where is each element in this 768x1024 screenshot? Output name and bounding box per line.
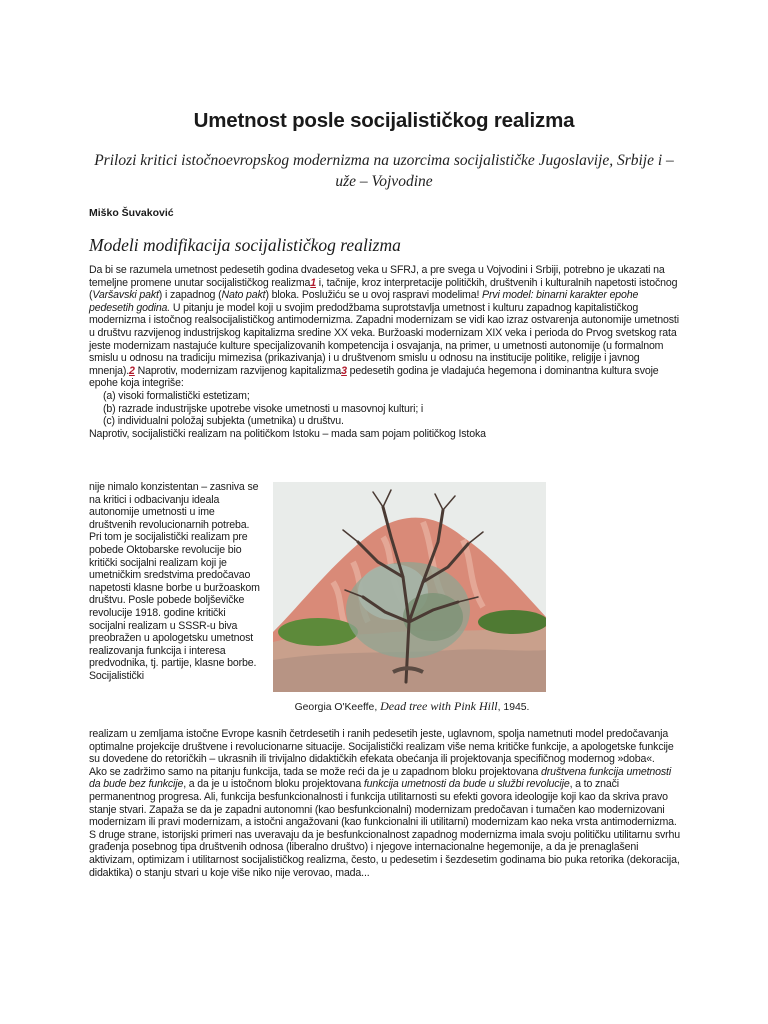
text-run: pedesetih godina je vladajuća hegemona i dominantna kultura svoje epohe koja integriše:	[89, 364, 659, 390]
painting-figure	[273, 482, 546, 692]
italic-run: Varšavski pakt	[92, 289, 159, 302]
paragraph-intro	[89, 264, 682, 390]
section-heading: Modeli modifikacija socijalističkog realizma	[89, 235, 401, 255]
caption-year: , 1945.	[497, 702, 530, 713]
footnote-link-1[interactable]: 1	[310, 276, 317, 289]
text-run: , a to znači permanentnog progresa. Ali, funkcija besfunkcionalnosti i funkcija utilitarnosti su efekti govora ideologije koji kao da skriva pravo stanje stvari. Zapaža se da je zapadni autonomni (kao besfunkcionalni) modernizam predočavan i tumačen kao modernizovani modernizam ili pravi modernizam, a istočni angažovani (kao funkcionalni ili utilitarni) modernizam kao neka vrsta antimodernizma. S druge strane, istorijski primeri nas uveravaju da je besfunkcionalnost zapadnog modernizma imala svoju političku utilitarnu svrhu građenja posebnog tipa društvenih odnosa (liberalno društvo) i njegove internacionalne hegemonije, a da je prenaglašeni aktivizam, optimizam i utilitarnost socijalističkog realizma, često, u pedesetim i šezdesetim godinama bio puka retorika (dekoracija, didaktika) o stanju stvari u koje više niko nije verovao, mada...	[89, 778, 680, 879]
intro-block	[89, 264, 682, 440]
italic-run: društvena funkcija umetnosti da bude bez funkcije	[89, 765, 672, 791]
paragraph-line: Naprotiv, socijalistički realizam na političkom Istoku – mada sam pojam političkog Istoka	[89, 427, 486, 440]
integration-list	[89, 390, 682, 428]
list-item: (b) razrade industrijske upotrebe visoke umetnosti u masovnoj kulturi; i	[103, 402, 424, 415]
paragraph-functions	[89, 766, 682, 879]
caption-artist: Georgia O'Keeffe,	[294, 702, 381, 713]
text-run: ) i zapadnog (	[158, 289, 222, 302]
text-run: Ako se zadržimo samo na pitanju funkcija, tada se može reći da je u zapadnom bloku projektovana	[89, 765, 541, 778]
footnote-link-3[interactable]: 3	[341, 364, 347, 377]
list-item: (a) visoki formalistički estetizam;	[103, 389, 250, 402]
painting-image	[273, 482, 546, 692]
text-run: Da bi se razumela umetnost pedesetih godina dvadesetog veka u SFRJ, a pre svega u Vojvodini i Srbiji, potrebno je ukazati na temeljne promene unutar socijalističkog realizma	[89, 264, 665, 289]
text-run: i, tačnije, kroz interpretacije političkih, društvenih i kulturalnih napetosti istočnog (	[89, 276, 678, 302]
closing-block	[89, 728, 682, 879]
italic-run: Nato pakt	[221, 289, 266, 302]
italic-run: funkcija umetnosti da bude u službi revolucije	[363, 778, 570, 791]
author-name: Miško Šuvaković	[89, 207, 174, 219]
caption-work-title: Dead tree with Pink Hill	[380, 699, 498, 713]
list-item: (c) individualni položaj subjekta (umetnika) u društvu.	[103, 415, 344, 428]
text-run: ) bloka. Poslužiću se u ovoj raspravi modelima!	[265, 289, 483, 302]
footnote-link-2[interactable]: 2	[129, 364, 135, 377]
wrapped-text-column: nije nimalo konzistentan – zasniva se na kritici i odbacivanju ideala autonomije umetnosti u ime društvenih revolucionarnih potreba. Pri tom je socijalistički realizam pre pobede Oktobarske revolucije bio kritički socijalni realizam koji je umetničkim sredstvima predočavao napetosti klasne borbe u buržoaskom društvu. Posle pobede boljševičke revolucije 1918. godine kritički socijalni realizam u SSSR-u biva preobražen u apologetsku umetnost realizovanja funkcija i interesa predvodnika, tj. partije, klasne borbe. Socijalistički	[89, 481, 260, 682]
text-run: U pitanju je model koji u svojim predodžbama suprotstavlja umetnost i kulturu zapadnog kapitalističkog modernizma i istočnog realsocijalističkog antimodernizma. Zapadni modernizam se vidi kao izraz ostvarenja autonomije umetnosti u društvu razvijenog industrijskog kapitalizma sredine XX veka. Buržoaski modernizam XIX veka i perioda do Prvog svetskog rata jeste modernizam nastajuće kulture specijalizovanih kompetencija i osvajanja, na primer, u umetnosti autonomije (u formalnom smislu u odnosu na tradiciju mimezisa (prikazivanja) i u društvenom smislu u odnosu na institucije politike, religije i javnog mnenja).	[89, 301, 679, 377]
figure-caption	[272, 699, 552, 715]
text-run: Naprotiv, modernizam razvijenog kapitalizma	[134, 364, 342, 377]
text-run: , a da je u istočnom bloku projektovana	[183, 778, 364, 791]
document-title: Umetnost posle socijalističkog realizma	[193, 109, 575, 132]
document-subtitle: Prilozi kritici istočnoevropskog modernizma na uzorcima socijalističke Jugoslavije, Srbije i – uže – Vojvodine	[94, 152, 674, 190]
italic-run: Prvi model: binarni karakter epohe pedesetih godina.	[89, 289, 639, 314]
paragraph-continuation: realizam u zemljama istočne Evrope kasnih četrdesetih i ranih pedesetih jeste, uglavnom, spolja nametnuti model predočavanja optimalne projekcije društvene i revolucionarne situacije. Socijalistički realizam više nema kritičke funkcije, a apologetske funkcije su dovedene do retoričkih – ukrasnih ili trivijalno didaktičkih efekata obećanja ili projektovanja specifičnog modernog »doba«.	[89, 728, 674, 766]
